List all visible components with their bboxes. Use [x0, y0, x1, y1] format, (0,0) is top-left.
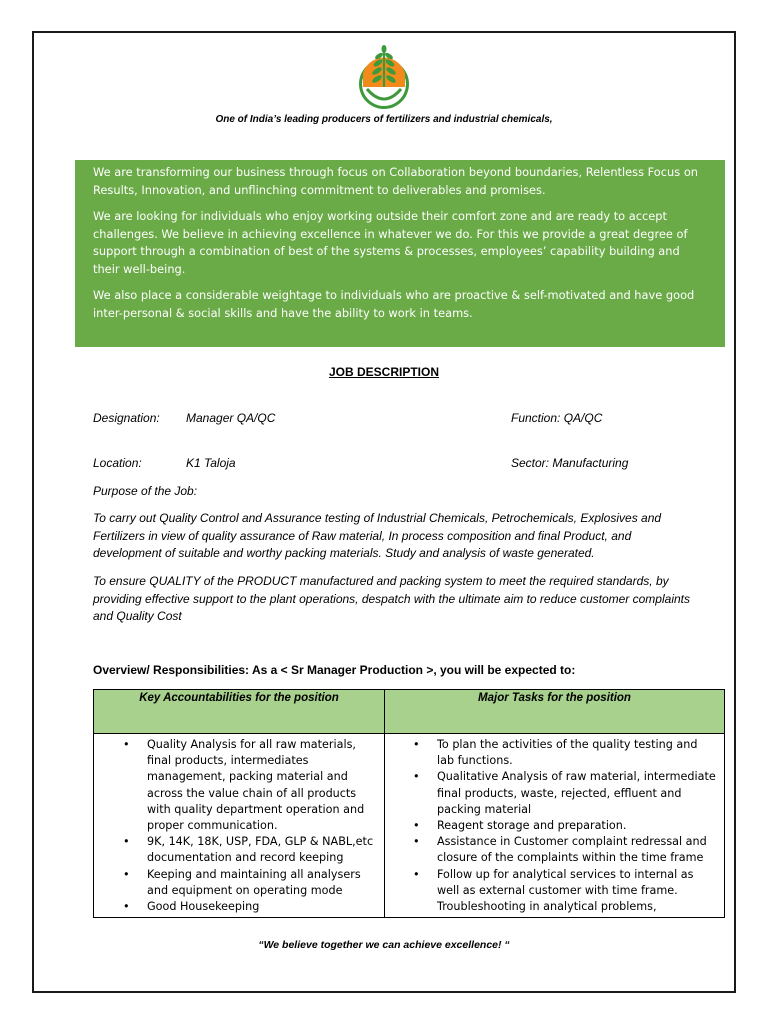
bullet-icon: •	[123, 835, 130, 849]
table-header	[94, 690, 724, 734]
intro-paragraph: We also place a considerable weightage to individuals who are proactive & self-motivated and have good inter-personal & social skills and have the ability to work in teams.	[93, 288, 695, 320]
location-label: Location:	[93, 456, 142, 470]
designation-label: Designation:	[93, 411, 160, 425]
list-item: • Reagent storage and preparation.	[413, 818, 717, 834]
sector-field: Sector: Manufacturing	[511, 456, 629, 470]
col-header-key-accountabilities: Key Accountabilities for the position	[139, 692, 339, 704]
bullet-icon: •	[413, 867, 420, 881]
bullet-icon: •	[123, 900, 130, 914]
job-description-title: JOB DESCRIPTION	[328, 365, 439, 379]
purpose-label: Purpose of the Job:	[93, 484, 198, 498]
company-logo-icon	[357, 43, 411, 111]
list-item: • To plan the activities of the quality testing and lab functions.	[413, 738, 698, 768]
designation-value: Manager QA/QC	[186, 411, 276, 425]
company-tagline: One of India’s leading producers of fertilizers and industrial chemicals,	[215, 114, 553, 125]
function-field: Function: QA/QC	[511, 411, 603, 425]
overview-heading: Overview/ Responsibilities: As a < Sr Manager Production >, you will be expected to:	[93, 663, 576, 677]
intro-paragraph: We are looking for individuals who enjoy working outside their comfort zone and are ready to accept challenges. We believe in achieving excellence in whatever we do. For this we provide a great degree of support through a combination of best of the systems & processes, employees’ capability building and their well-being.	[93, 209, 688, 276]
list-item: • Qualitative Analysis of raw material, intermediate final products, waste, rejected, effluent and packing material	[413, 770, 716, 816]
list-item: • 9K, 14K, 18K, USP, FDA, GLP & NABL,etc documentation and record keeping	[123, 835, 374, 865]
major-tasks-list	[413, 737, 717, 915]
bullet-icon: •	[413, 738, 420, 751]
bullet-icon: •	[413, 819, 420, 833]
list-item: • Keeping and maintaining all analysers and equipment on operating mode	[123, 867, 361, 897]
bullet-icon: •	[123, 867, 130, 881]
bullet-icon: •	[123, 738, 130, 751]
bullet-icon: •	[413, 770, 420, 784]
location-value: K1 Taloja	[186, 456, 236, 470]
col-header-major-tasks: Major Tasks for the position	[478, 692, 631, 704]
intro-banner	[75, 160, 725, 347]
list-item: • Follow up for analytical services to internal as well as external customer with time frame. Troubleshooting in analytical problems,	[413, 867, 694, 914]
purpose-paragraph: To ensure QUALITY of the PRODUCT manufactured and packing system to meet the required standards, by providing effective support to the plant operations, despatch with the ultimate aim to reduce customer complaints and Quality Cost	[93, 574, 690, 623]
column-divider	[384, 690, 385, 917]
list-item: • Quality Analysis for all raw materials, final products, intermediates management, packing material and across the value chain of all products with quality department operation and proper communication.	[123, 738, 365, 833]
purpose-paragraph: To carry out Quality Control and Assurance testing of Industrial Chemicals, Petrochemicals, Explosives and Fertilizers in view of quality assurance of Raw material, In process composition and final Product, and development of suitable and worthy packing materials. Study and analysis of waste generated.	[93, 511, 662, 560]
list-item: • Good Housekeeping	[123, 899, 381, 915]
footer-quote: “We believe together we can achieve excellence! “	[258, 939, 510, 951]
responsibilities-table	[93, 689, 725, 918]
intro-paragraph: We are transforming our business through focus on Collaboration beyond boundaries, Relentless Focus on Results, Innovation, and unflinching commitment to deliverables and promises.	[93, 165, 699, 197]
bullet-icon: •	[413, 835, 420, 849]
list-item: • Assistance in Customer complaint redressal and closure of the complaints within the time frame	[413, 835, 707, 865]
key-accountabilities-list	[123, 737, 381, 915]
